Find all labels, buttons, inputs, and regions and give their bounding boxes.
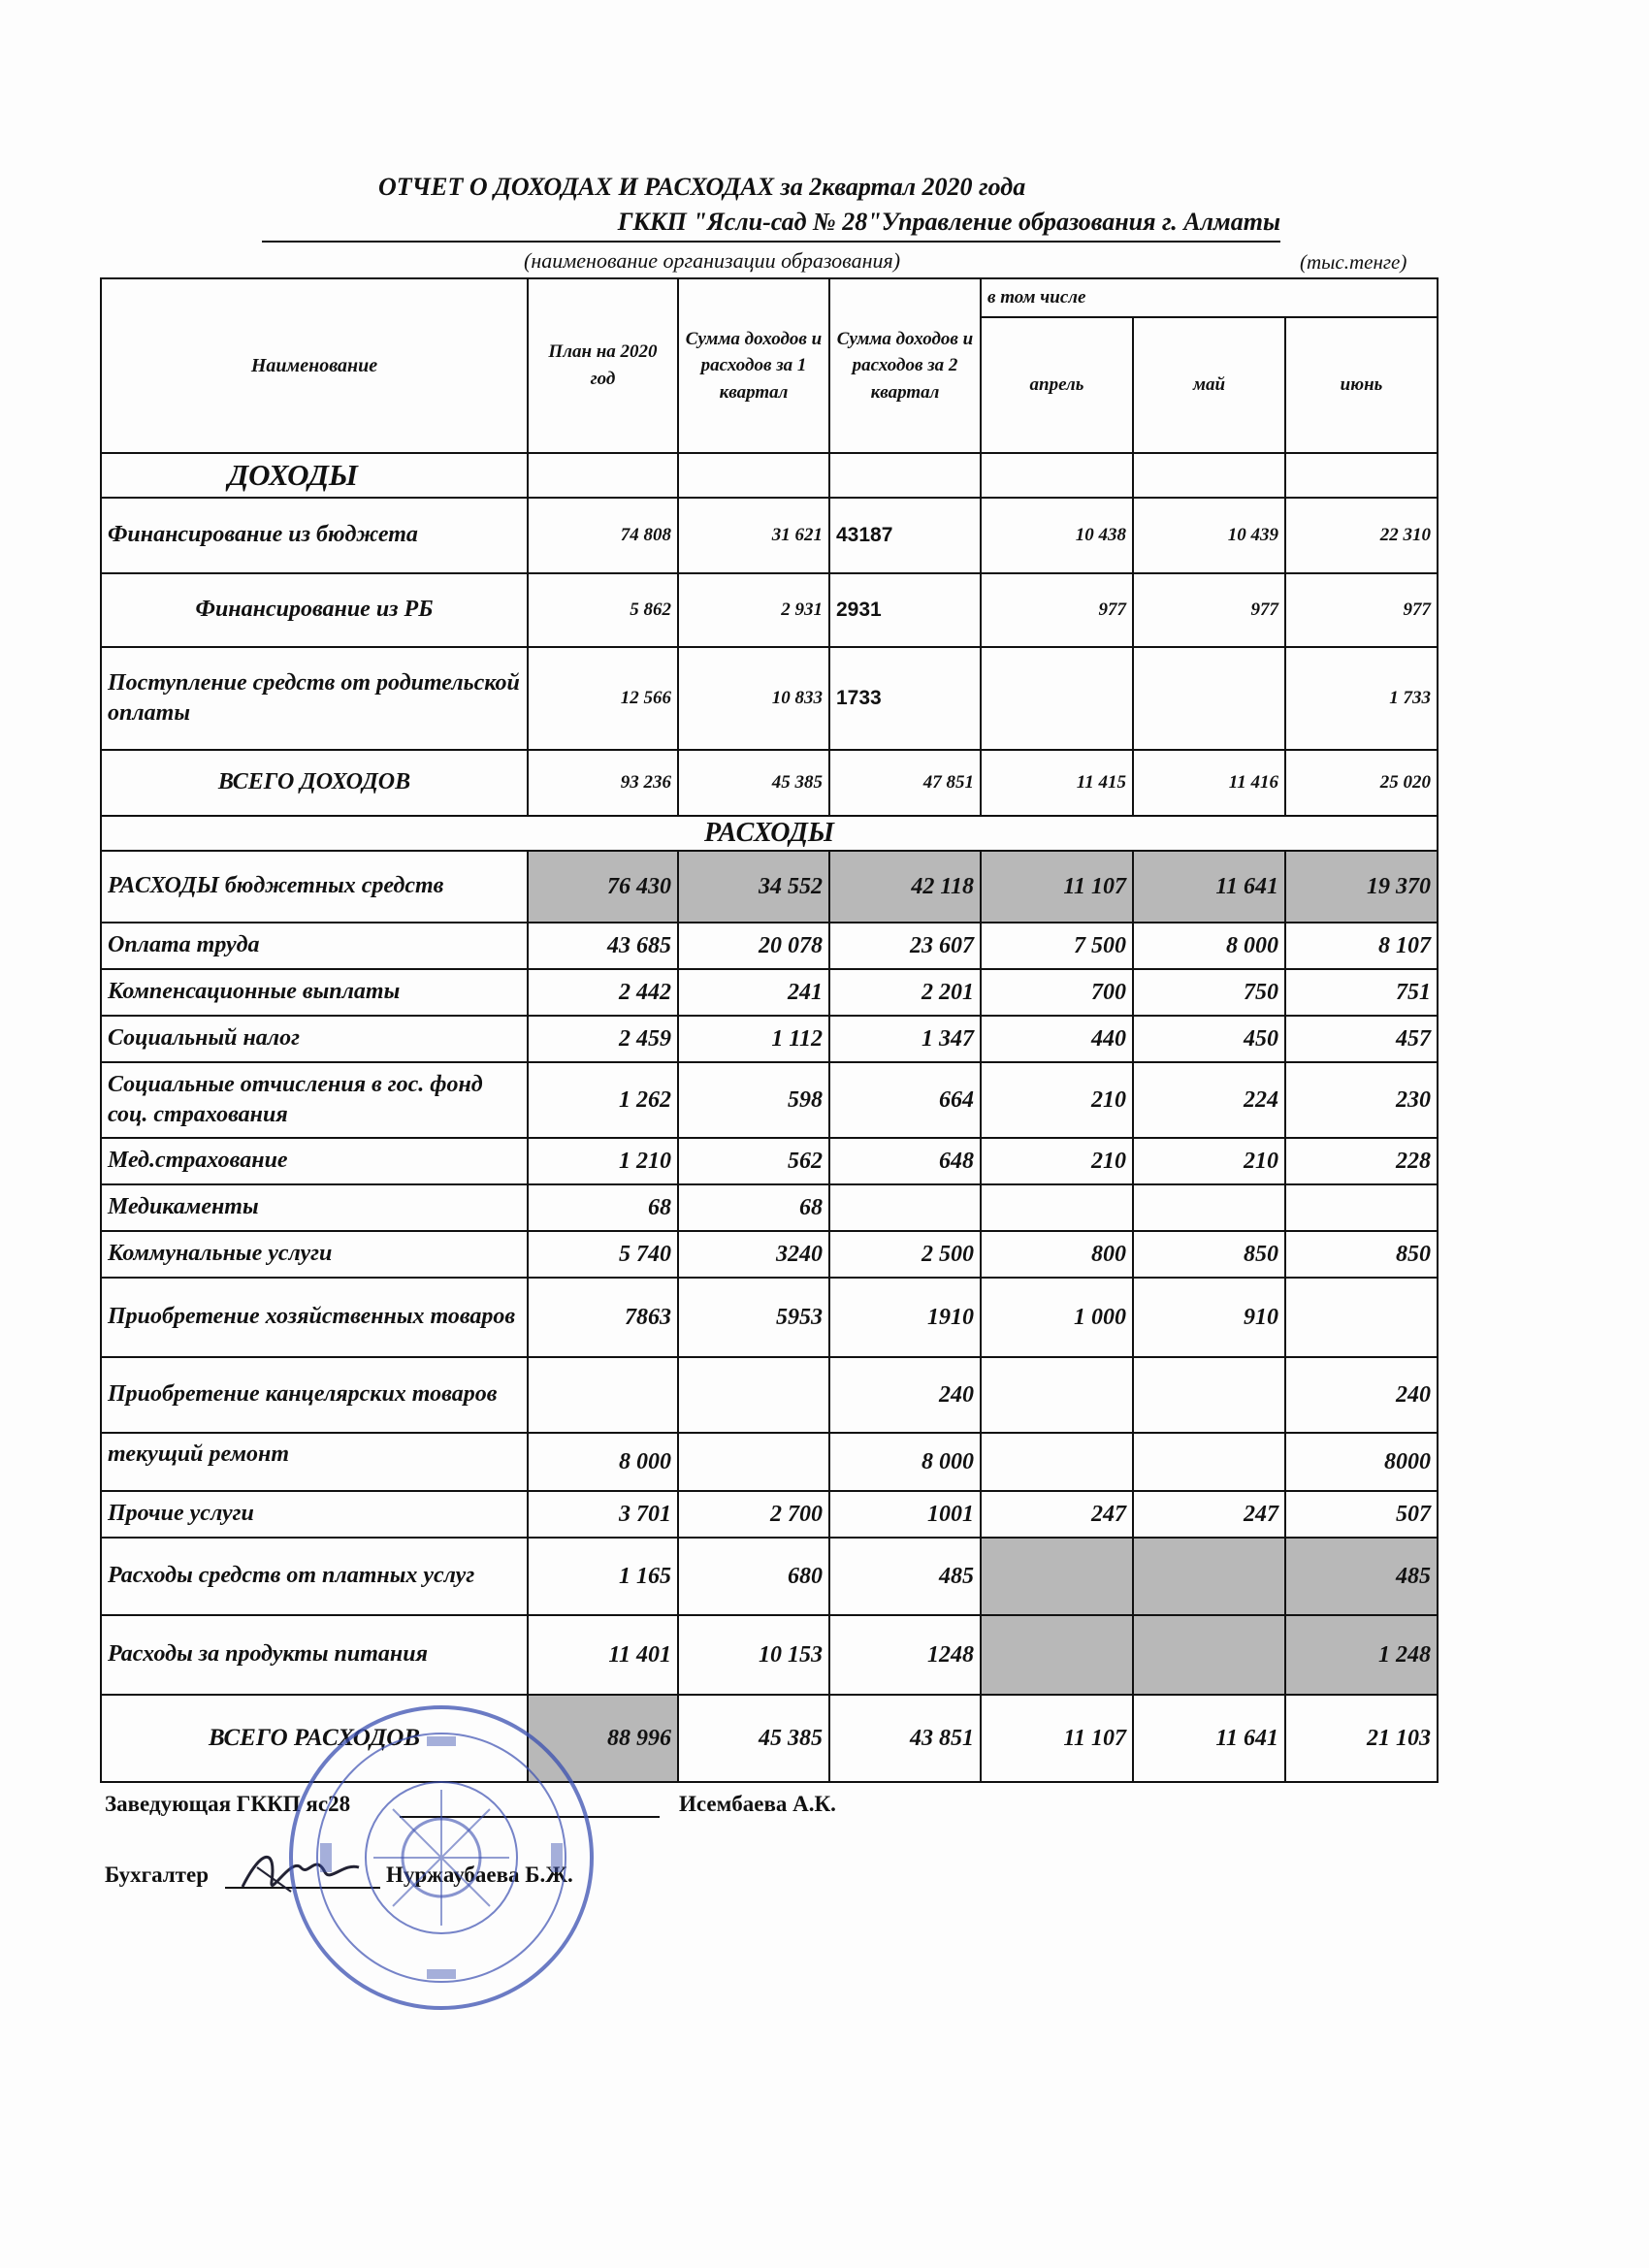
cell-april: 440 xyxy=(981,1016,1133,1062)
cell-june: 850 xyxy=(1285,1231,1438,1278)
col-header-may: май xyxy=(1133,317,1285,453)
cell-june: 457 xyxy=(1285,1016,1438,1062)
cell-plan: 93 236 xyxy=(528,750,678,816)
expense-section-row xyxy=(101,816,1438,851)
cell-april: 977 xyxy=(981,573,1133,647)
cell-q1: 45 385 xyxy=(678,1695,829,1782)
cell-q2: 8 000 xyxy=(829,1433,981,1491)
row-name: РАСХОДЫ бюджетных средств xyxy=(101,851,528,923)
cell-june: 8000 xyxy=(1285,1433,1438,1491)
cell-june: 977 xyxy=(1285,573,1438,647)
cell-june: 25 020 xyxy=(1285,750,1438,816)
cell-q1: 20 078 xyxy=(678,923,829,969)
income-section-row xyxy=(101,453,1438,498)
cell-q2: 240 xyxy=(829,1357,981,1433)
cell-q2: 47 851 xyxy=(829,750,981,816)
col-header-q2: Сумма доходов и расходов за 2 квартал xyxy=(829,278,981,453)
row-name: Социальный налог xyxy=(101,1016,528,1062)
cell-june: 751 xyxy=(1285,969,1438,1016)
cell-june xyxy=(1285,1184,1438,1231)
cell-q1: 2 700 xyxy=(678,1491,829,1538)
cell-q2: 1910 xyxy=(829,1278,981,1357)
cell-april: 1 000 xyxy=(981,1278,1133,1357)
cell-april: 210 xyxy=(981,1138,1133,1184)
cell-q1: 3240 xyxy=(678,1231,829,1278)
cell-q1: 34 552 xyxy=(678,851,829,923)
row-name: Поступление средств от родительской оплаты xyxy=(101,647,528,750)
cell-q2: 1001 xyxy=(829,1491,981,1538)
cell-q1: 562 xyxy=(678,1138,829,1184)
cell-plan: 88 996 xyxy=(528,1695,678,1782)
cell-q1: 10 153 xyxy=(678,1615,829,1695)
cell-may: 11 641 xyxy=(1133,1695,1285,1782)
cell-june: 507 xyxy=(1285,1491,1438,1538)
cell-q2: 1733 xyxy=(829,647,981,750)
cell-q2: 43187 xyxy=(829,498,981,573)
cell-may: 247 xyxy=(1133,1491,1285,1538)
cell-q1: 45 385 xyxy=(678,750,829,816)
cell-plan: 2 442 xyxy=(528,969,678,1016)
row-name: Расходы средств от платных услуг xyxy=(101,1538,528,1615)
cell-april xyxy=(981,1538,1133,1615)
cell-june: 485 xyxy=(1285,1538,1438,1615)
table-row xyxy=(101,573,1438,647)
cell-plan: 7863 xyxy=(528,1278,678,1357)
cell-may xyxy=(1133,1357,1285,1433)
cell-q1: 10 833 xyxy=(678,647,829,750)
row-name: ВСЕГО ДОХОДОВ xyxy=(101,750,528,816)
cell-q1: 68 xyxy=(678,1184,829,1231)
cell-q1 xyxy=(678,1357,829,1433)
report-title: ОТЧЕТ О ДОХОДАХ И РАСХОДАХ за 2квартал 2020 года xyxy=(378,173,1026,201)
cell-plan: 5 740 xyxy=(528,1231,678,1278)
cell-q2: 42 118 xyxy=(829,851,981,923)
row-name: Прочие услуги xyxy=(101,1491,528,1538)
cell-april xyxy=(981,1615,1133,1695)
cell-april: 11 415 xyxy=(981,750,1133,816)
table-row xyxy=(101,1278,1438,1357)
accountant-name: Нуржаубаева Б.Ж. xyxy=(386,1863,573,1887)
row-name: Коммунальные услуги xyxy=(101,1231,528,1278)
cell-april xyxy=(981,1184,1133,1231)
cell-q2: 23 607 xyxy=(829,923,981,969)
cell-may: 11 416 xyxy=(1133,750,1285,816)
cell-q1: 241 xyxy=(678,969,829,1016)
table-row xyxy=(101,498,1438,573)
organization-caption: (наименование организации образования) xyxy=(524,248,901,273)
cell-april: 210 xyxy=(981,1062,1133,1138)
cell-plan: 43 685 xyxy=(528,923,678,969)
cell-q2: 664 xyxy=(829,1062,981,1138)
expense-section-title: РАСХОДЫ xyxy=(101,816,1438,851)
cell-april: 800 xyxy=(981,1231,1133,1278)
cell-may: 224 xyxy=(1133,1062,1285,1138)
row-name: Медикаменты xyxy=(101,1184,528,1231)
row-name: ВСЕГО РАСХОДОВ xyxy=(101,1695,528,1782)
col-header-june: июнь xyxy=(1285,317,1438,453)
row-name: Компенсационные выплаты xyxy=(101,969,528,1016)
cell-q1 xyxy=(678,1433,829,1491)
cell-q2: 2 201 xyxy=(829,969,981,1016)
cell-plan: 12 566 xyxy=(528,647,678,750)
cell-may xyxy=(1133,1615,1285,1695)
table-row xyxy=(101,1615,1438,1695)
cell-q2: 1248 xyxy=(829,1615,981,1695)
accountant-role: Бухгалтер xyxy=(105,1863,209,1887)
cell-may: 910 xyxy=(1133,1278,1285,1357)
cell-june: 8 107 xyxy=(1285,923,1438,969)
cell-may: 977 xyxy=(1133,573,1285,647)
cell-june: 21 103 xyxy=(1285,1695,1438,1782)
col-header-name: Наименование xyxy=(101,278,528,453)
cell-june: 230 xyxy=(1285,1062,1438,1138)
cell-june: 240 xyxy=(1285,1357,1438,1433)
table-row xyxy=(101,1016,1438,1062)
row-name: Оплата труда xyxy=(101,923,528,969)
cell-april xyxy=(981,1357,1133,1433)
col-header-q1: Сумма доходов и расходов за 1 квартал xyxy=(678,278,829,453)
cell-plan: 3 701 xyxy=(528,1491,678,1538)
table-row xyxy=(101,1433,1438,1491)
table-row xyxy=(101,923,1438,969)
col-header-plan: План на 2020 год xyxy=(528,278,678,453)
cell-may: 750 xyxy=(1133,969,1285,1016)
row-name: Приобретение канцелярских товаров xyxy=(101,1357,528,1433)
head-role: Заведующая ГККП яс28 xyxy=(105,1792,351,1816)
table-row xyxy=(101,647,1438,750)
cell-plan: 1 210 xyxy=(528,1138,678,1184)
cell-q2 xyxy=(829,1184,981,1231)
cell-q1: 1 112 xyxy=(678,1016,829,1062)
cell-may: 10 439 xyxy=(1133,498,1285,573)
cell-plan: 11 401 xyxy=(528,1615,678,1695)
cell-april: 7 500 xyxy=(981,923,1133,969)
row-name: текущий ремонт xyxy=(101,1433,528,1491)
income-expense-table xyxy=(100,277,1439,1783)
table-row xyxy=(101,1538,1438,1615)
table-row xyxy=(101,969,1438,1016)
cell-june: 1 733 xyxy=(1285,647,1438,750)
cell-plan: 1 262 xyxy=(528,1062,678,1138)
cell-may xyxy=(1133,1538,1285,1615)
units-label: (тыс.тенге) xyxy=(1300,250,1407,274)
organization-name: ГККП "Ясли-сад № 28"Управление образования г. Алматы xyxy=(262,208,1280,243)
income-total-row xyxy=(101,750,1438,816)
cell-plan: 68 xyxy=(528,1184,678,1231)
cell-q1: 598 xyxy=(678,1062,829,1138)
cell-q2: 1 347 xyxy=(829,1016,981,1062)
cell-june: 19 370 xyxy=(1285,851,1438,923)
table-row xyxy=(101,1184,1438,1231)
cell-june: 22 310 xyxy=(1285,498,1438,573)
cell-june: 228 xyxy=(1285,1138,1438,1184)
income-section-title: ДОХОДЫ xyxy=(101,453,528,498)
official-stamp-icon xyxy=(281,1698,601,2018)
cell-may: 450 xyxy=(1133,1016,1285,1062)
cell-april: 11 107 xyxy=(981,1695,1133,1782)
cell-april: 247 xyxy=(981,1491,1133,1538)
row-name: Социальные отчисления в гос. фонд соц. страхования xyxy=(101,1062,528,1138)
row-name: Мед.страхование xyxy=(101,1138,528,1184)
row-name: Расходы за продукты питания xyxy=(101,1615,528,1695)
cell-april: 11 107 xyxy=(981,851,1133,923)
head-name: Исембаева А.К. xyxy=(679,1792,836,1816)
cell-april: 10 438 xyxy=(981,498,1133,573)
cell-may: 210 xyxy=(1133,1138,1285,1184)
cell-may xyxy=(1133,1433,1285,1491)
cell-april xyxy=(981,1433,1133,1491)
cell-q2: 2 500 xyxy=(829,1231,981,1278)
cell-may: 850 xyxy=(1133,1231,1285,1278)
cell-plan: 76 430 xyxy=(528,851,678,923)
table-row xyxy=(101,1062,1438,1138)
cell-plan: 74 808 xyxy=(528,498,678,573)
cell-q2: 43 851 xyxy=(829,1695,981,1782)
cell-plan: 2 459 xyxy=(528,1016,678,1062)
cell-q1: 680 xyxy=(678,1538,829,1615)
col-header-including: в том числе xyxy=(981,278,1438,317)
cell-q1: 31 621 xyxy=(678,498,829,573)
row-name: Приобретение хозяйственных товаров xyxy=(101,1278,528,1357)
cell-q2: 648 xyxy=(829,1138,981,1184)
cell-april xyxy=(981,647,1133,750)
cell-plan: 5 862 xyxy=(528,573,678,647)
table-row xyxy=(101,1357,1438,1433)
table-row xyxy=(101,1138,1438,1184)
cell-may: 8 000 xyxy=(1133,923,1285,969)
cell-plan: 8 000 xyxy=(528,1433,678,1491)
cell-may xyxy=(1133,647,1285,750)
cell-q1: 5953 xyxy=(678,1278,829,1357)
cell-q2: 2931 xyxy=(829,573,981,647)
row-name: Финансирование из бюджета xyxy=(101,498,528,573)
cell-june xyxy=(1285,1278,1438,1357)
cell-may xyxy=(1133,1184,1285,1231)
cell-june: 1 248 xyxy=(1285,1615,1438,1695)
cell-april: 700 xyxy=(981,969,1133,1016)
cell-q1: 2 931 xyxy=(678,573,829,647)
cell-plan xyxy=(528,1357,678,1433)
cell-plan: 1 165 xyxy=(528,1538,678,1615)
table-row xyxy=(101,851,1438,923)
cell-q2: 485 xyxy=(829,1538,981,1615)
row-name: Финансирование из РБ xyxy=(101,573,528,647)
table-row xyxy=(101,1491,1438,1538)
col-header-april: апрель xyxy=(981,317,1133,453)
cell-may: 11 641 xyxy=(1133,851,1285,923)
table-row xyxy=(101,1231,1438,1278)
